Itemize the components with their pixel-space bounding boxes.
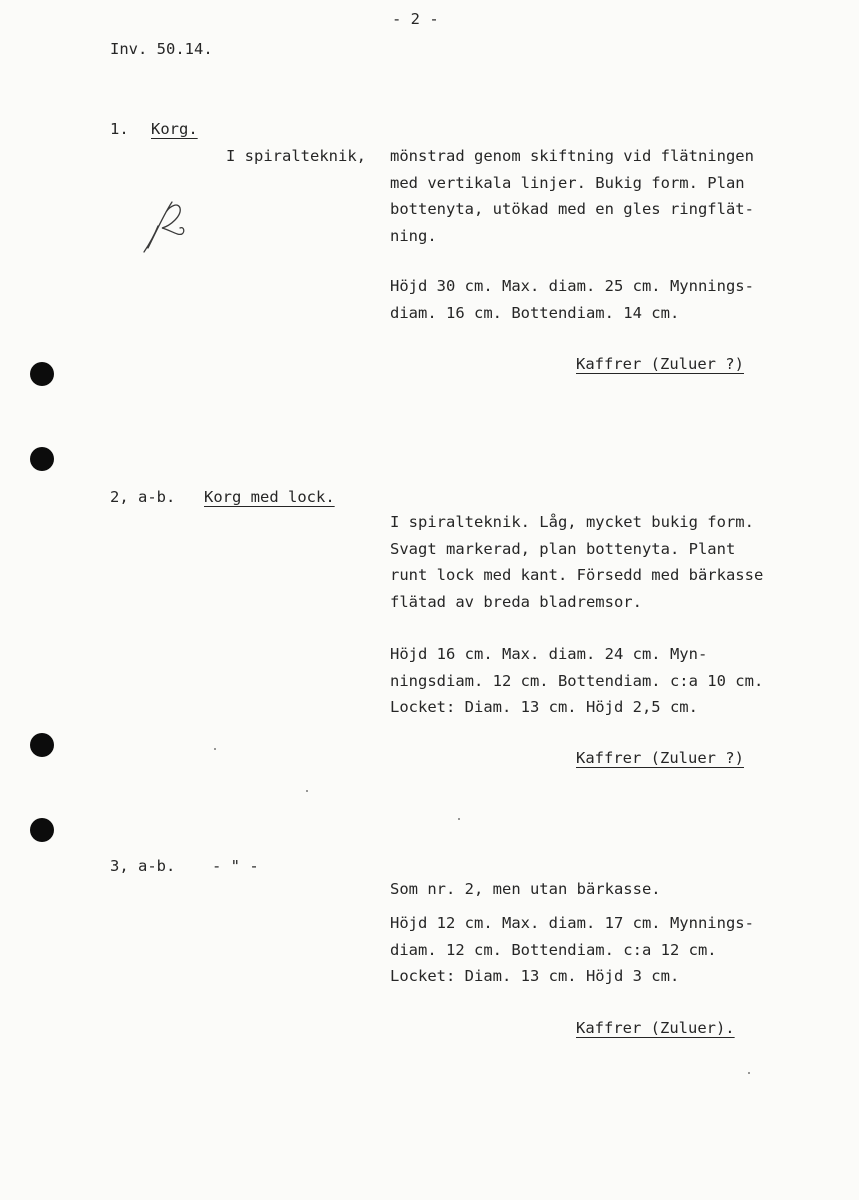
measurement-line: diam. 16 cm. Bottendiam. 14 cm. xyxy=(390,303,680,322)
entry-1-description xyxy=(390,143,754,249)
inventory-number: Inv. 50.14. xyxy=(110,40,213,58)
description-line: I spiralteknik. Låg, mycket bukig form. xyxy=(390,513,754,531)
entry-2-description xyxy=(390,509,763,615)
entry-2-origin: Kaffrer (Zuluer ?) xyxy=(576,749,744,767)
entry-3-number: 3, a-b. xyxy=(110,857,176,875)
entry-2-measurements xyxy=(390,641,763,721)
entry-3-origin: Kaffrer (Zuluer). xyxy=(576,1019,735,1037)
paper-speck xyxy=(458,818,460,820)
entry-3-description xyxy=(390,876,661,903)
punch-hole xyxy=(30,362,54,386)
entry-2-title: Korg med lock. xyxy=(204,488,335,506)
description-line: runt lock med kant. Försedd med bärkasse xyxy=(390,566,764,584)
paper-speck xyxy=(306,790,308,792)
punch-hole xyxy=(30,447,54,471)
description-line: bottenyta, utökad med en gles ringflät- xyxy=(390,200,754,218)
description-line: mönstrad genom skiftning vid flätningen xyxy=(390,147,754,165)
paper-speck xyxy=(214,748,216,750)
entry-1-origin: Kaffrer (Zuluer ?) xyxy=(576,355,744,373)
entry-1-measurements xyxy=(390,273,754,326)
entry-1-title: Korg. xyxy=(151,120,198,138)
measurement-line: diam. 12 cm. Bottendiam. c:a 12 cm. xyxy=(390,940,717,959)
punch-hole xyxy=(30,818,54,842)
entry-1-lead: I spiralteknik, xyxy=(226,147,366,165)
description-line: ning. xyxy=(390,226,437,245)
entry-3-measurements xyxy=(390,910,754,990)
handwritten-initials-mark xyxy=(140,196,190,258)
description-line: med vertikala linjer. Bukig form. Plan xyxy=(390,173,745,192)
description-line: Svagt markerad, plan bottenyta. Plant xyxy=(390,539,736,558)
entry-2-number: 2, a-b. xyxy=(110,488,176,506)
page-number: - 2 - xyxy=(392,10,439,28)
punch-hole xyxy=(30,733,54,757)
description-line: flätad av breda bladremsor. xyxy=(390,592,642,611)
measurement-line: Locket: Diam. 13 cm. Höjd 3 cm. xyxy=(390,967,680,985)
description-line: Som nr. 2, men utan bärkasse. xyxy=(390,880,661,898)
measurement-line: Höjd 16 cm. Max. diam. 24 cm. Myn- xyxy=(390,645,708,663)
entry-1-number: 1. xyxy=(110,120,129,138)
paper-speck xyxy=(748,1072,750,1074)
measurement-line: Höjd 30 cm. Max. diam. 25 cm. Mynnings- xyxy=(390,277,754,295)
measurement-line: ningsdiam. 12 cm. Bottendiam. c:a 10 cm. xyxy=(390,671,764,690)
measurement-line: Locket: Diam. 13 cm. Höjd 2,5 cm. xyxy=(390,698,698,716)
entry-3-title: - " - xyxy=(212,857,259,875)
measurement-line: Höjd 12 cm. Max. diam. 17 cm. Mynnings- xyxy=(390,914,754,932)
